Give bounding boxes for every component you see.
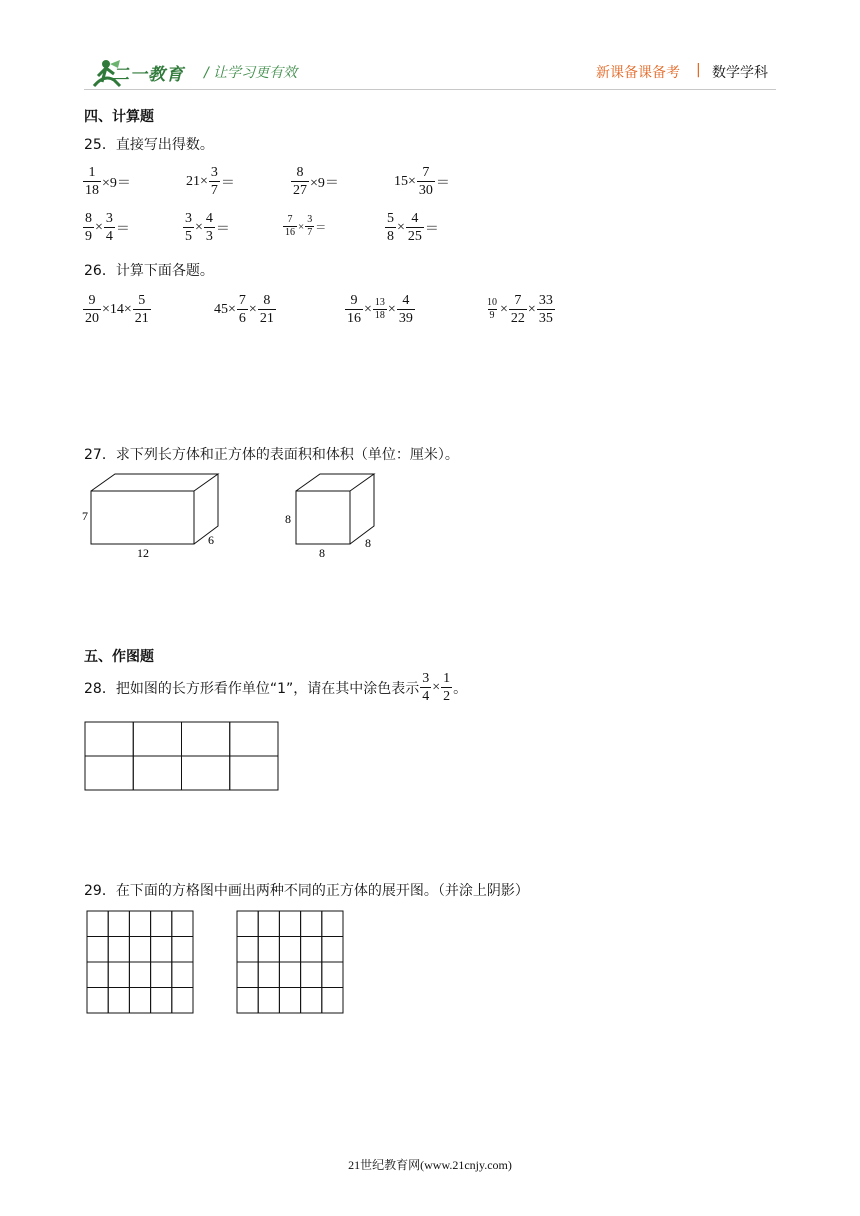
q25-item-7: $\frac{7}{16}$ × $\frac{3}{7}$ ＝ <box>285 214 327 238</box>
grid-cell[interactable] <box>108 937 129 963</box>
grid-cell[interactable] <box>258 937 279 963</box>
grid-cell[interactable] <box>279 962 300 988</box>
grid-cell[interactable] <box>258 988 279 1014</box>
q27-prompt: 27．求下列长方体和正方体的表面积和体积（单位：厘米）。 <box>84 447 459 463</box>
grid-cell[interactable] <box>279 911 300 937</box>
grid-cell[interactable] <box>133 756 181 790</box>
grid-cell[interactable] <box>129 988 150 1014</box>
q25-item-2: 21× $\frac{3}{7}$ ＝ <box>186 165 235 198</box>
page-footer: 21世纪教育网(www.21cnjy.com) <box>348 1158 512 1172</box>
grid-cell[interactable] <box>172 962 193 988</box>
grid-cell[interactable] <box>322 962 343 988</box>
header-subject: 数学学科 <box>712 65 768 81</box>
cuboid-drawing <box>91 474 218 544</box>
grid-cell[interactable] <box>182 722 230 756</box>
q25-item-6: $\frac{3}{5}$ × $\frac{4}{3}$ ＝ <box>185 211 230 244</box>
grid-cell[interactable] <box>151 911 172 937</box>
grid-cell[interactable] <box>172 937 193 963</box>
cuboid-length-label: 12 <box>137 546 149 560</box>
q26-expr-2: 45× $\frac{7}{6}$ × $\frac{8}{21}$ <box>214 293 274 326</box>
grid-cell[interactable] <box>322 911 343 937</box>
grid-cell[interactable] <box>133 722 181 756</box>
grid-cell[interactable] <box>301 937 322 963</box>
grid-cell[interactable] <box>279 937 300 963</box>
grid-cell[interactable] <box>172 911 193 937</box>
grid-cell[interactable] <box>108 911 129 937</box>
grid-cell[interactable] <box>301 962 322 988</box>
grid-cell[interactable] <box>87 962 108 988</box>
grid-cell[interactable] <box>172 988 193 1014</box>
grid-cell[interactable] <box>87 911 108 937</box>
grid-cell[interactable] <box>237 962 258 988</box>
grid-cell[interactable] <box>129 962 150 988</box>
grid-cell[interactable] <box>237 988 258 1014</box>
q29-prompt: 29．在下面的方格图中画出两种不同的正方体的展开图。（并涂上阴影） <box>84 883 529 899</box>
q28-prompt: 28．把如图的长方形看作单位“1”，请在其中涂色表示 $\frac{3}{4}$ × $\frac{1}{2}$ 。 <box>84 671 468 704</box>
grid-cell[interactable] <box>85 722 133 756</box>
q25-prompt: 25．直接写出得数。 <box>84 137 214 153</box>
grid-cell[interactable] <box>237 911 258 937</box>
grid-cell[interactable] <box>151 988 172 1014</box>
grid-cell[interactable] <box>151 962 172 988</box>
cuboid-width-label: 6 <box>208 533 214 547</box>
q26-expr-4: $\frac{10}{9}$ × $\frac{7}{22}$ × $\frac{33}{35}$ <box>487 293 553 326</box>
grid-cell[interactable] <box>258 911 279 937</box>
solids-figure <box>80 468 400 568</box>
q25-item-3: $\frac{8}{27}$ ×9＝ <box>293 165 339 198</box>
unit-rectangle-grid[interactable] <box>84 721 280 791</box>
grid-cell[interactable] <box>151 937 172 963</box>
q25-item-1: $\frac{1}{18}$ ×9＝ <box>85 165 131 198</box>
header-separator: | <box>696 62 701 78</box>
grid-cell[interactable] <box>279 988 300 1014</box>
q26-prompt: 26．计算下面各题。 <box>84 263 214 279</box>
grid-cell[interactable] <box>129 911 150 937</box>
section-title-draw: 五、作图题 <box>84 649 154 665</box>
cube-height-label: 8 <box>285 512 291 526</box>
grid-cell[interactable] <box>87 937 108 963</box>
brand-name: 二一教育 <box>112 65 184 85</box>
grid-cell[interactable] <box>108 962 129 988</box>
cube-length-label: 8 <box>319 546 325 560</box>
grid-cell[interactable] <box>237 937 258 963</box>
grid-cell[interactable] <box>301 988 322 1014</box>
square-grid-2[interactable] <box>236 910 346 1015</box>
grid-cell[interactable] <box>230 722 278 756</box>
square-grid-1[interactable] <box>86 910 196 1015</box>
q25-item-5: $\frac{8}{9}$ × $\frac{3}{4}$ ＝ <box>85 211 130 244</box>
grid-cell[interactable] <box>182 756 230 790</box>
header-tagline: 新课备课备考 <box>596 65 680 81</box>
grid-cell[interactable] <box>322 937 343 963</box>
q25-item-4: 15× $\frac{7}{30}$ ＝ <box>394 165 450 198</box>
cuboid-height-label: 7 <box>82 509 88 523</box>
grid-cell[interactable] <box>301 911 322 937</box>
grid-cell[interactable] <box>87 988 108 1014</box>
grid-cell[interactable] <box>129 937 150 963</box>
grid-cell[interactable] <box>230 756 278 790</box>
header-divider <box>84 89 776 90</box>
cube-width-label: 8 <box>365 536 371 550</box>
q26-expr-3: $\frac{9}{16}$ × $\frac{13}{18}$ × $\frac{4}{39}$ <box>347 293 413 326</box>
grid-cell[interactable] <box>322 988 343 1014</box>
cube-drawing <box>296 474 374 544</box>
grid-cell[interactable] <box>258 962 279 988</box>
slogan: / 让学习更有效 <box>204 65 298 81</box>
grid-cell[interactable] <box>108 988 129 1014</box>
q26-expr-1: $\frac{9}{20}$ ×14× $\frac{5}{21}$ <box>85 293 149 326</box>
q25-item-8: $\frac{5}{8}$ × $\frac{4}{25}$ ＝ <box>387 211 439 244</box>
grid-cell[interactable] <box>85 756 133 790</box>
section-title-calc: 四、计算题 <box>84 109 154 125</box>
